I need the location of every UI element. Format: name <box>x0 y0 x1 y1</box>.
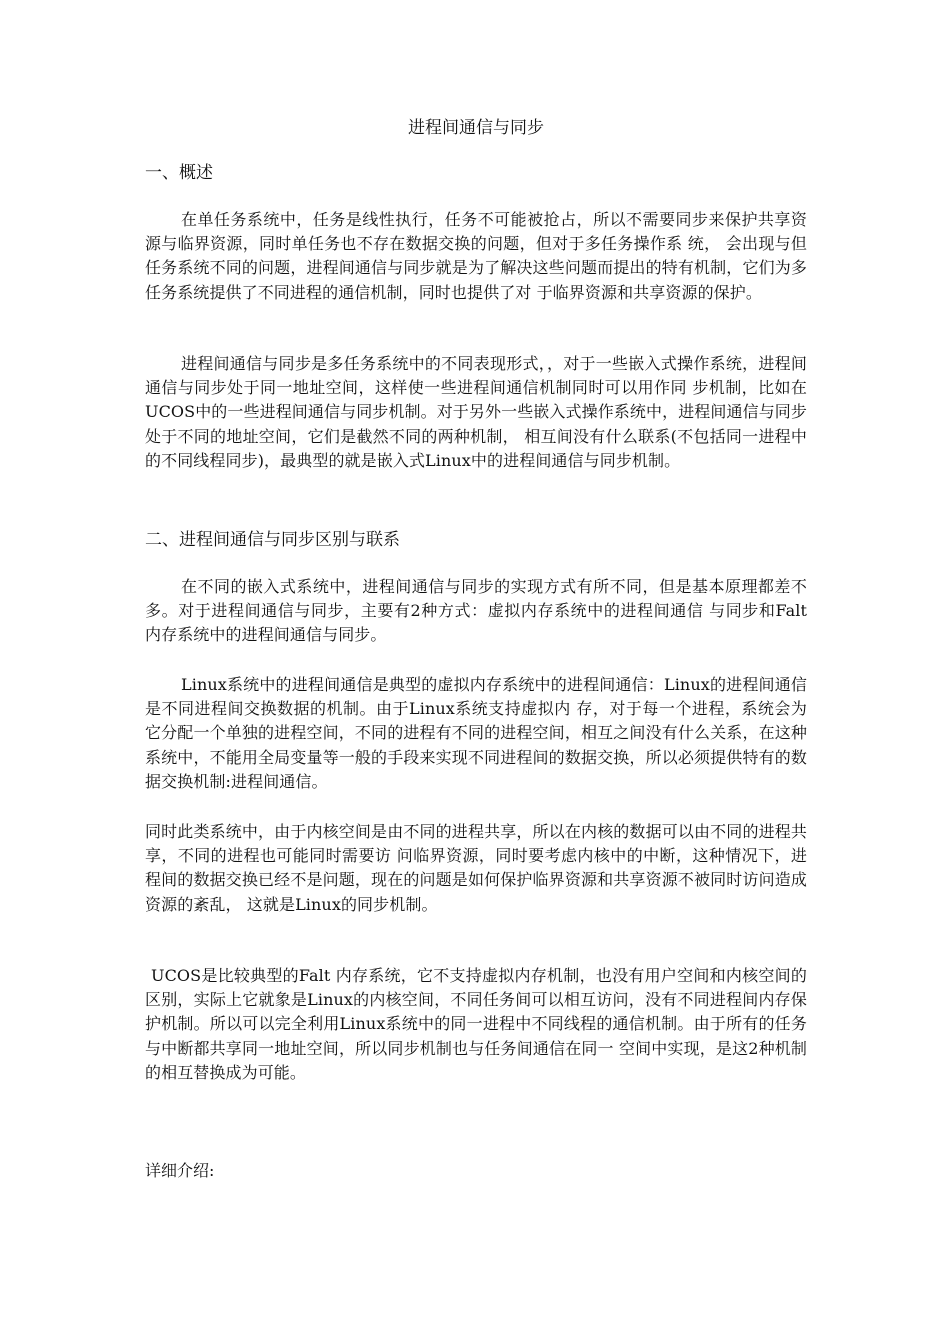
paragraph: 进程间通信与同步是多任务系统中的不同表现形式，，对于一些嵌入式操作系统，进程间通信与同步处于同一地址空间，这样使一些进程间通信机制同时可以用作同 步机制，比如在UCOS中的一些进程间通信与同步机制。对于另外一些嵌入式操作系统中，进程间通信与同步处于不同的地址空间，它们是截然不同的两种机制， 相互间没有什么联系(不包括同一进程中的不同线程同步)，最典型的就是嵌入式Linux中的进程间通信与同步机制。 <box>145 354 808 470</box>
document-page <box>145 0 807 1344</box>
paragraph: 在不同的嵌入式系统中，进程间通信与同步的实现方式有所不同，但是基本原理都差不多。对于进程间通信与同步，主要有2种方式：虚拟内存系统中的进程间通信 与同步和Falt 内存系统中的进程间通信与同步。 <box>145 577 807 645</box>
paragraph: 同时此类系统中，由于内核空间是由不同的进程共享，所以在内核的数据可以由不同的进程共享，不同的进程也可能同时需要访 问临界资源，同时要考虑内核中的中断，这种情况下，进程间的数据交换已经不是问题，现在的问题是如何保护临界资源和共享资源不被同时访问造成资源的紊乱， 这就是Linux的同步机制。 <box>145 822 807 914</box>
section-heading-overview: 一、概述 <box>145 163 213 183</box>
detail-label: 详细介绍: <box>145 1161 215 1180</box>
section-heading-difference: 二、进程间通信与同步区别与联系 <box>145 530 400 550</box>
paragraph: UCOS是比较典型的Falt 内存系统，它不支持虚拟内存机制，也没有用户空间和内核空间的区别，实际上它就象是Linux的内核空间，不同任务间可以相互访问，没有不同进程间内存保 护机制。所以可以完全利用Linux系统中的同一进程中不同线程的通信机制。由于所有的任务与中断都共享同一地址空间，所以同步机制也与任务间通信在同一 空间中实现，是这2种机制的相互替换成为可能。 <box>145 966 807 1082</box>
document-title: 进程间通信与同步 <box>408 118 544 138</box>
paragraph: 在单任务系统中，任务是线性执行，任务不可能被抢占，所以不需要同步来保护共享资源与临界资源，同时单任务也不存在数据交换的问题，但对于多任务操作系 统， 会出现与但任务系统不同的问题，进程间通信与同步就是为了解决这些问题而提出的特有机制，它们为多任务系统提供了不同进程的通信机制，同时也提供了对 于临界资源和共享资源的保护。 <box>145 210 807 302</box>
paragraph: Linux系统中的进程间通信是典型的虚拟内存系统中的进程间通信：Linux的进程间通信是不同进程间交换数据的机制。由于Linux系统支持虚拟内 存，对于每一个进程，系统会为它分配一个单独的进程空间，不同的进程有不同的进程空间，相互之间没有什么关系，在这种系统中，不能用全局变量等一般的手段来实现不同进程间的数据交换，所以必须提供特有的数据交换机制:进程间通信。 <box>145 675 807 791</box>
